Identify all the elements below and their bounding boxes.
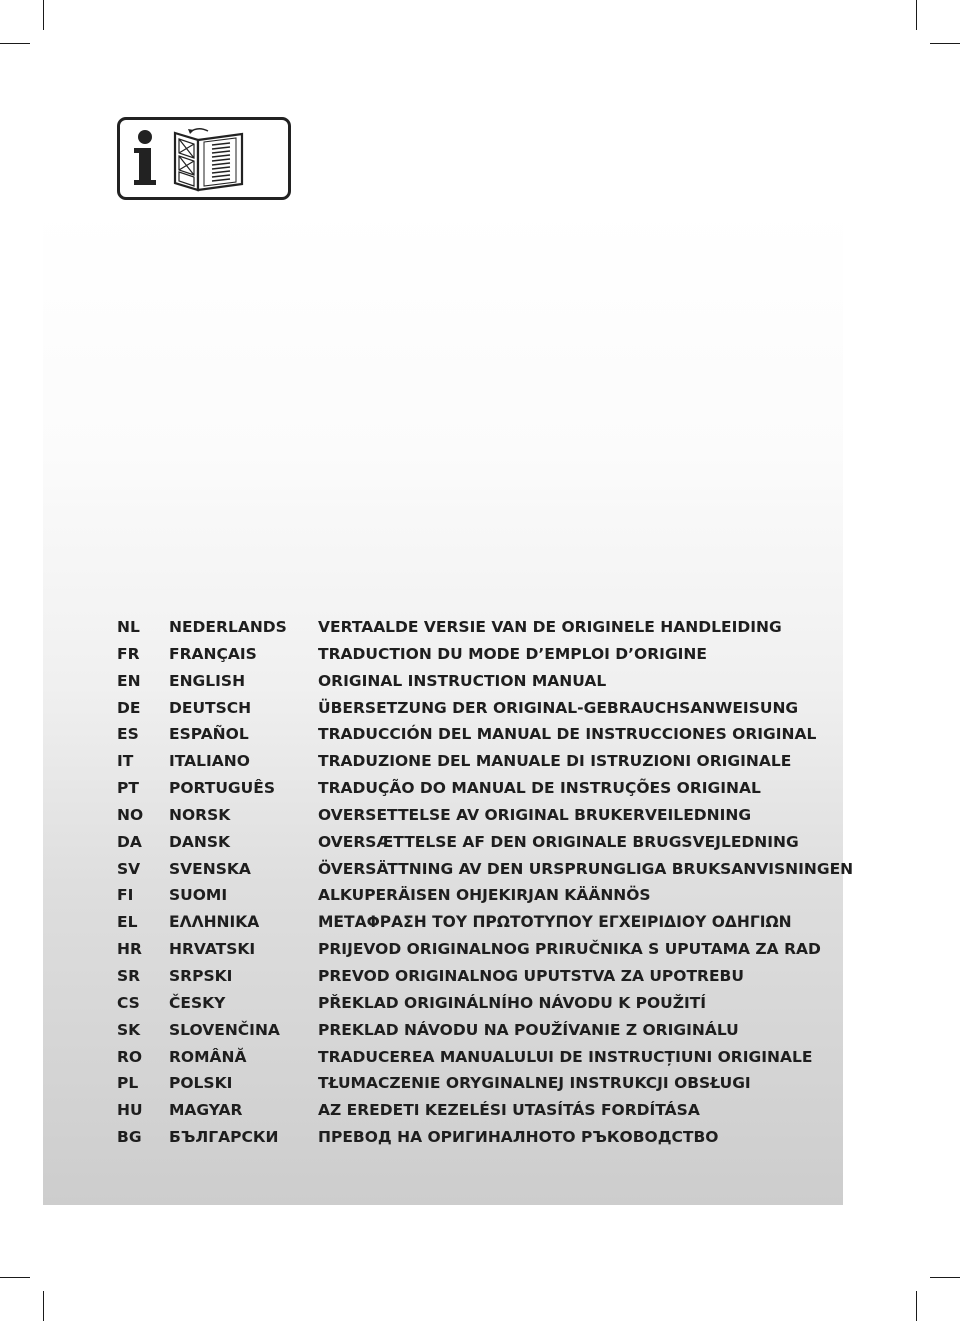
language-title: PRIJEVOD ORIGINALNOG PRIRUČNIKA S UPUTAMA ZA RAD xyxy=(318,940,821,959)
language-name: SRPSKI xyxy=(169,966,233,985)
language-name: SLOVENČINA xyxy=(169,1020,280,1039)
language-title: AZ EREDETI KEZELÉSI UTASÍTÁS FORDÍTÁSA xyxy=(318,1101,700,1120)
language-title: TRADUCEREA MANUALULUI DE INSTRUCȚIUNI ORIGINALE xyxy=(318,1047,813,1066)
language-name: NEDERLANDS xyxy=(169,618,287,636)
language-code: HR xyxy=(117,940,142,959)
language-title: ΜΕΤΑΦΡΑΣΗ ΤΟΥ ΠΡΩΤΟΤΥΠΟΥ ΕΓΧΕΙΡΙΔΙΟΥ ΟΔΗΓΙΩΝ xyxy=(318,913,792,932)
language-code: IT xyxy=(117,752,134,771)
language-name: POLSKI xyxy=(169,1074,233,1093)
language-code: EN xyxy=(117,671,141,690)
language-name: HRVATSKI xyxy=(169,940,256,959)
language-name: ΕΛΛΗΝΙΚΑ xyxy=(169,913,260,932)
language-title: TRADUZIONE DEL MANUALE DI ISTRUZIONI ORIGINALE xyxy=(318,752,792,771)
information-icon xyxy=(120,120,288,197)
language-name: ESPAÑOL xyxy=(169,725,249,744)
language-code: RO xyxy=(117,1047,143,1066)
language-code: HU xyxy=(117,1101,143,1120)
crop-mark xyxy=(43,0,44,30)
crop-mark xyxy=(930,43,960,44)
language-name: ITALIANO xyxy=(169,752,250,771)
language-code: CS xyxy=(117,993,140,1012)
language-name: FRANÇAIS xyxy=(169,644,257,663)
language-name: ČESKY xyxy=(169,993,226,1012)
language-title: PŘEKLAD ORIGINÁLNÍHO NÁVODU K POUŽITÍ xyxy=(318,993,707,1012)
language-title: ÖVERSÄTTNING AV DEN URSPRUNGLIGA BRUKSANVISNINGEN xyxy=(318,859,854,878)
language-title: OVERSETTELSE AV ORIGINAL BRUKERVEILEDNING xyxy=(318,805,752,824)
language-name: DANSK xyxy=(169,832,231,851)
language-name: ENGLISH xyxy=(169,671,246,690)
language-title: ÜBERSETZUNG DER ORIGINAL-GEBRAUCHSANWEISUNG xyxy=(318,698,799,717)
language-title: ORIGINAL INSTRUCTION MANUAL xyxy=(318,671,607,690)
language-code: BG xyxy=(117,1128,142,1147)
crop-mark xyxy=(0,43,30,44)
language-name: ROMÂNĂ xyxy=(169,1047,247,1066)
language-code: SK xyxy=(117,1020,141,1039)
language-name: SUOMI xyxy=(169,886,228,905)
language-title: TRADUÇÃO DO MANUAL DE INSTRUÇÕES ORIGINAL xyxy=(318,779,761,798)
language-title: ALKUPERÄISEN OHJEKIRJAN KÄÄNNÖS xyxy=(318,886,651,905)
crop-mark xyxy=(930,1277,960,1278)
language-code: DA xyxy=(117,832,142,851)
language-title: PREKLAD NÁVODU NA POUŽÍVANIE Z ORIGINÁLU xyxy=(318,1020,739,1039)
language-title: TŁUMACZENIE ORYGINALNEJ INSTRUKCJI OBSŁUGI xyxy=(318,1074,751,1093)
language-title: PREVOD ORIGINALNOG UPUTSTVA ZA UPOTREBU xyxy=(318,966,744,985)
language-code: FI xyxy=(117,886,134,905)
language-name: SVENSKA xyxy=(169,859,251,878)
language-title: VERTAALDE VERSIE VAN DE ORIGINELE HANDLEIDING xyxy=(318,618,782,636)
language-name: NORSK xyxy=(169,805,231,824)
language-title: TRADUCCIÓN DEL MANUAL DE INSTRUCCIONES ORIGINAL xyxy=(318,725,817,744)
language-title: TRADUCTION DU MODE D’EMPLOI D’ORIGINE xyxy=(318,644,707,663)
language-code: NL xyxy=(117,618,140,636)
language-name: MAGYAR xyxy=(169,1101,243,1120)
language-code: PL xyxy=(117,1074,139,1093)
language-name: PORTUGUÊS xyxy=(169,779,275,798)
open-manual-icon xyxy=(175,129,242,190)
language-code: ES xyxy=(117,725,139,744)
language-code: PT xyxy=(117,779,139,798)
crop-mark xyxy=(43,1291,44,1321)
language-title: OVERSÆTTELSE AF DEN ORIGINALE BRUGSVEJLEDNING xyxy=(318,832,799,851)
language-name: БЪЛГАРСКИ xyxy=(169,1128,279,1147)
language-code: EL xyxy=(117,913,138,932)
crop-mark xyxy=(916,1291,917,1321)
language-code: FR xyxy=(117,644,140,663)
crop-mark xyxy=(916,0,917,30)
language-code: DE xyxy=(117,698,141,717)
read-manual-symbol xyxy=(117,117,291,200)
language-code: SV xyxy=(117,859,141,878)
language-name: DEUTSCH xyxy=(169,698,252,717)
language-code: NO xyxy=(117,805,144,824)
language-code: SR xyxy=(117,966,141,985)
crop-mark xyxy=(0,1277,30,1278)
language-title: ПРЕВОД НА ОРИГИНАЛНОТО РЪКОВОДСТВО xyxy=(318,1128,719,1147)
